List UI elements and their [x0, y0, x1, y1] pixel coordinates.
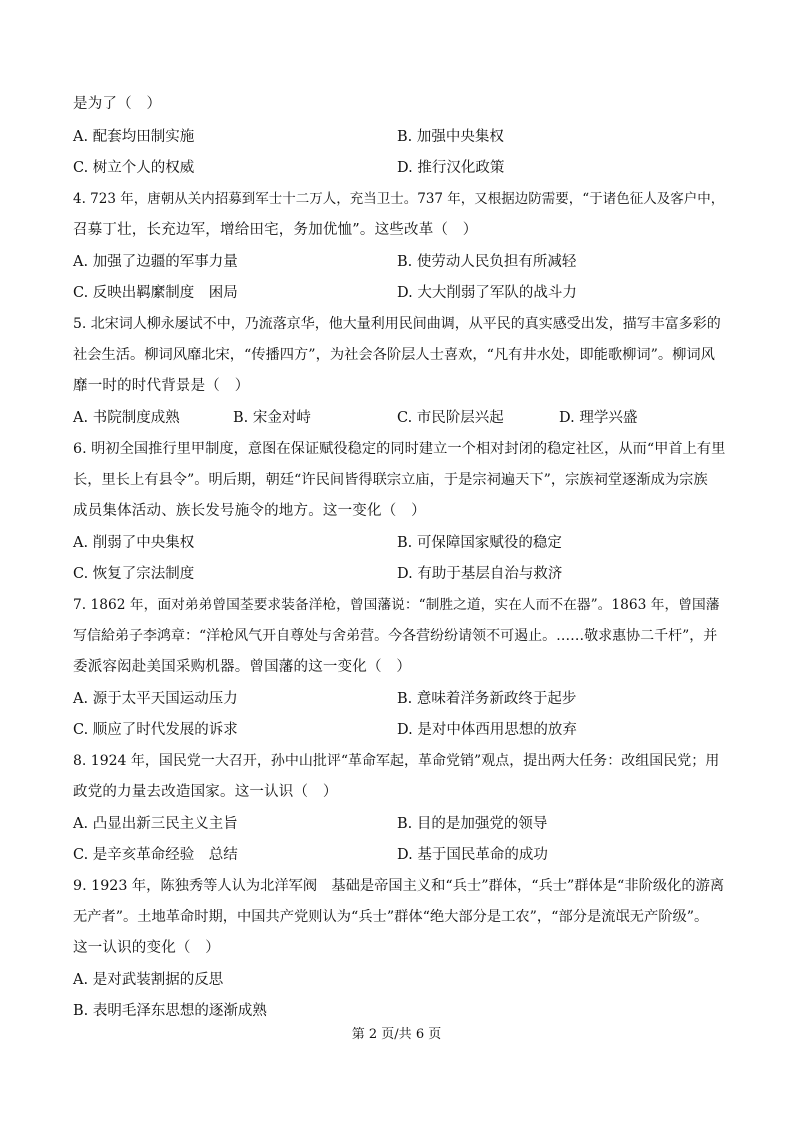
question-4-option-b: B. 使劳动人民负担有所减轻	[397, 254, 577, 270]
question-4-option-c: C. 反映出羁縻制度 困局	[73, 285, 238, 301]
page-number: 第 2 页/共 6 页	[351, 1027, 442, 1042]
question-7-stem-line-2: 写信給弟子李鸿章：“洋枪风气开自尊处与舍弟营。今各营纷纷请领不可遏止。……敬求惠协二千杆”，并	[73, 628, 718, 644]
question-5-stem-line-1: 5. 北宋词人柳永屡试不中，乃流落京华，他大量利用民间曲调，从平民的真实感受出发，描写丰富多彩的	[73, 316, 721, 332]
question-6-stem-line-2: 长，里长上有县令”。明后期，朝廷“许民间皆得联宗立庙，于是宗祠遍天下”，宗族祠堂逐渐成为宗族	[73, 472, 708, 488]
question-5-option-d: D. 理学兴盛	[559, 410, 638, 426]
question-6-option-a: A. 削弱了中央集权	[73, 535, 195, 551]
question-3-option-c: C. 树立个人的权威	[73, 160, 195, 176]
question-8-option-b: B. 目的是加强党的领导	[397, 816, 548, 832]
question-4-stem-line-2: 召募丁壮，长充边军，增给田宅，务加优恤”。这些改革（ ）	[73, 222, 478, 238]
question-5-option-c: C. 市民阶层兴起	[397, 410, 504, 426]
question-3-option-b: B. 加强中央集权	[397, 129, 504, 145]
question-6-option-c: C. 恢复了宗法制度	[73, 566, 195, 582]
question-3-option-d: D. 推行汉化政策	[397, 160, 505, 176]
question-8-option-d: D. 基于国民革命的成功	[397, 847, 548, 863]
question-3-stem-tail: 是为了（ ）	[73, 96, 162, 112]
question-9-option-b: B. 表明毛泽东思想的逐渐成熟	[73, 1003, 267, 1019]
question-7-option-a: A. 源于太平天国运动压力	[73, 691, 238, 707]
question-8-stem-line-1: 8. 1924 年，国民党一大召开，孙中山批评“革命军起，革命党销”观点，提出两大任务：改组国民党；用	[73, 753, 720, 769]
question-9-stem-line-1: 9. 1923 年，陈独秀等人认为北洋军阀 基础是帝国主义和“兵士”群体，“兵士”群体是“非阶级化的游离	[73, 878, 725, 894]
question-8-option-c: C. 是辛亥革命经验 总结	[73, 847, 238, 863]
question-7-option-d: D. 是对中体西用思想的放弃	[397, 722, 577, 738]
question-5-stem-line-2: 社会生活。柳词风靡北宋，“传播四方”，为社会各阶层人士喜欢，“凡有井水处，即能歌柳词”。柳词风	[73, 347, 715, 363]
question-5-stem-line-3: 靡一时的时代背景是（ ）	[73, 378, 250, 394]
question-7-stem-line-3: 委派容闳赴美国采购机器。曾国藩的这一变化（ ）	[73, 659, 412, 675]
question-4-stem-line-1: 4. 723 年，唐朝从关内招募到军士十二万人，充当卫士。737 年，又根据边防需要，“于诸色征人及客户中，	[73, 191, 725, 207]
question-4-option-a: A. 加强了边疆的军事力量	[73, 254, 238, 270]
question-4-option-d: D. 大大削弱了军队的战斗力	[397, 285, 577, 301]
question-7-option-b: B. 意味着洋务新政终于起步	[397, 691, 577, 707]
question-6-option-d: D. 有助于基层自治与救济	[397, 566, 563, 582]
question-3-option-a: A. 配套均田制实施	[73, 129, 195, 145]
question-6-stem-line-1: 6. 明初全国推行里甲制度，意图在保证赋役稳定的同时建立一个相对封闭的稳定社区，从而“甲首上有里	[73, 441, 726, 457]
question-5-option-a: A. 书院制度成熟	[73, 410, 180, 426]
question-6-option-b: B. 可保障国家赋役的稳定	[397, 535, 562, 551]
question-8-stem-line-2: 政党的力量去改造国家。这一认识（ ）	[73, 784, 338, 800]
question-9-option-a: A. 是对武装割据的反思	[73, 972, 224, 988]
question-5-option-b: B. 宋金对峙	[233, 410, 311, 426]
question-7-option-c: C. 顺应了时代发展的诉求	[73, 722, 238, 738]
question-9-stem-line-2: 无产者”。土地革命时期，中国共产党则认为“兵士”群体“绝大部分是工农”，“部分是流氓无产阶级”。	[73, 909, 709, 925]
question-6-stem-line-3: 成员集体活动、族长发号施令的地方。这一变化（ ）	[73, 503, 426, 519]
question-7-stem-line-1: 7. 1862 年，面对弟弟曾国荃要求装备洋枪，曾国藩说：“制胜之道，实在人而不在器”。1863 年，曾国藩	[73, 597, 720, 613]
question-9-stem-line-3: 这一认识的变化（ ）	[73, 940, 220, 956]
question-8-option-a: A. 凸显出新三民主义主旨	[73, 816, 238, 832]
